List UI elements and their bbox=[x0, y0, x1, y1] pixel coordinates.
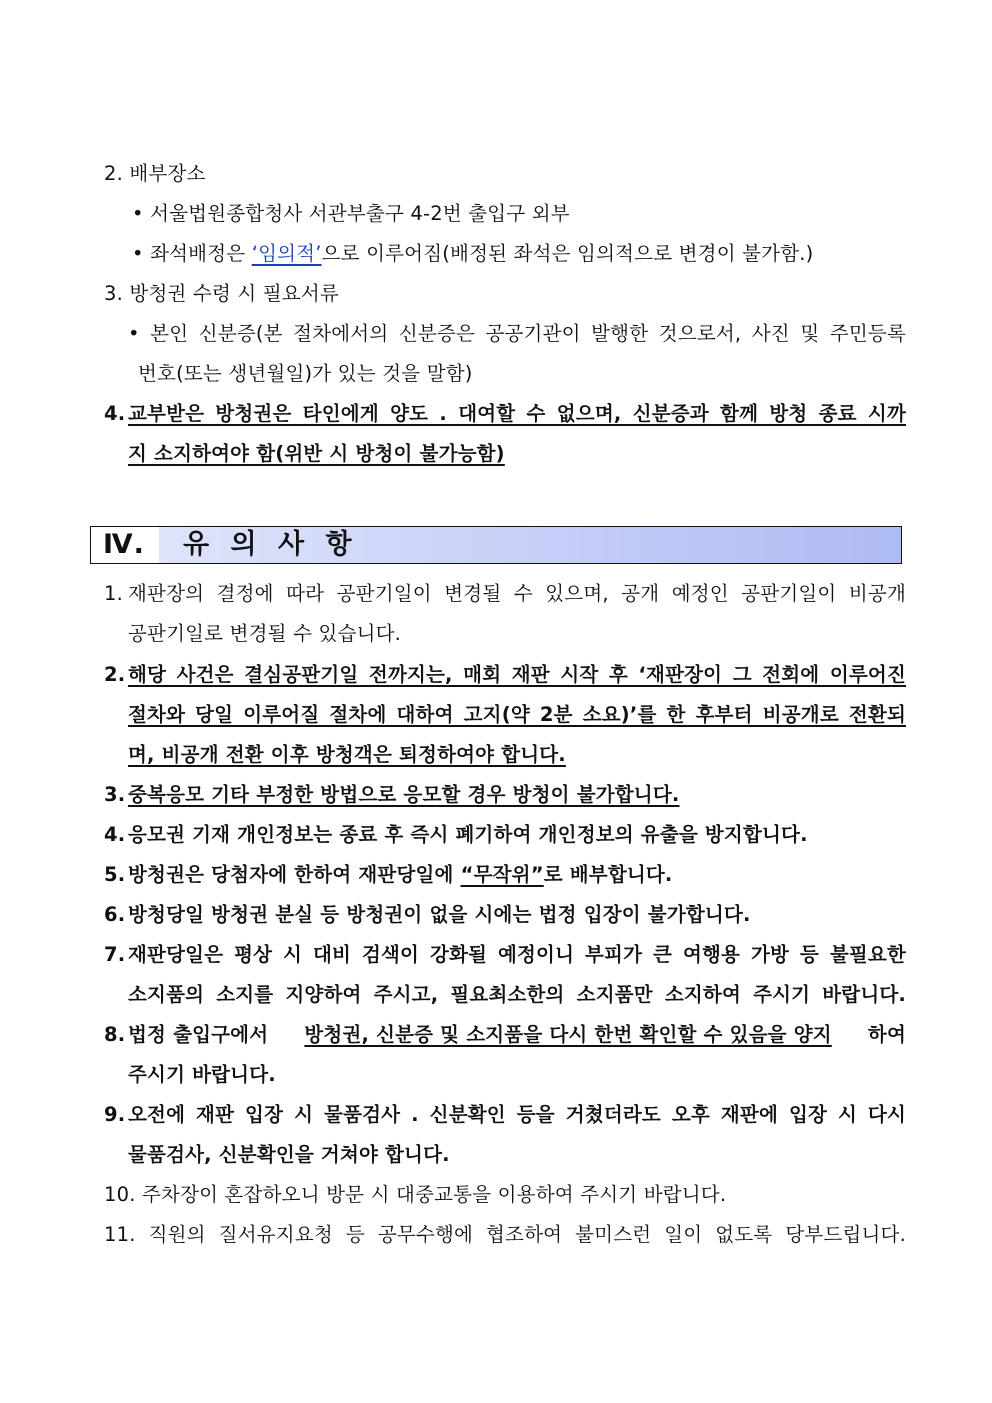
note-10: 10. 주차장이 혼잡하오니 방문 시 대중교통을 이용하여 주시기 바랍니다. bbox=[104, 1183, 727, 1206]
note-11: 11. 직원의 질서유지요청 등 공무수행에 협조하여 불미스런 일이 없도록 당부드립니다. bbox=[104, 1223, 906, 1246]
note-7-line2: 소지품의 소지를 지양하여 주시고, 필요최소한의 소지품만 소지하여 주시기 바랍니다. bbox=[128, 983, 906, 1006]
note-1-number: 1. bbox=[104, 582, 124, 605]
distribution-bullet-location: • 서울법원종합청사 서관부출구 4-2번 출입구 외부 bbox=[132, 202, 570, 225]
distribution-bullet-seating bbox=[132, 240, 813, 268]
note-5-text-post: 로 배부합니다. bbox=[543, 863, 673, 886]
documents-bullet-line1: • 본인 신분증(본 절차에서의 신분증은 공공기관이 발행한 것으로서, 사진 및 주민등록 bbox=[128, 322, 906, 345]
note-9-number: 9. bbox=[104, 1103, 126, 1126]
distribution-heading: 2. 배부장소 bbox=[104, 162, 206, 185]
note-1-line2: 공판기일로 변경될 수 있습니다. bbox=[128, 622, 402, 645]
note-2-number: 2. bbox=[104, 663, 126, 686]
note-3-line1: 중복응모 기타 부정한 방법으로 응모할 경우 방청이 불가합니다. bbox=[128, 783, 680, 806]
note-4-line1: 응모권 기재 개인정보는 종료 후 즉시 폐기하여 개인정보의 유출을 방지합니다. bbox=[128, 823, 808, 846]
section-header bbox=[90, 526, 902, 564]
note-8-text-pre: 법정 출입구에서 bbox=[128, 1023, 269, 1046]
seating-text-pre: • 좌석배정은 bbox=[132, 242, 252, 265]
note-9-line1: 오전에 재판 입장 시 물품검사 . 신분확인 등을 거쳤더라도 오후 재판에 입장 시 다시 bbox=[128, 1103, 906, 1126]
note-7-number: 7. bbox=[104, 943, 126, 966]
note-7-line1: 재판당일은 평상 시 대비 검색이 강화될 예정이니 부피가 큰 여행용 가방 등 불필요한 bbox=[128, 943, 906, 966]
seating-text-post: 으로 이루어짐(배정된 좌석은 임의적으로 변경이 불가함.) bbox=[321, 242, 814, 265]
note-8-number: 8. bbox=[104, 1023, 126, 1046]
note-5-text-pre: 방청권은 당첨자에 한하여 재판당일에 bbox=[128, 863, 461, 886]
note-9-line2: 물품검사, 신분확인을 거쳐야 합니다. bbox=[128, 1143, 450, 1166]
note-8-emphasis: 방청권, 신분증 및 소지품을 다시 한번 확인할 수 있음을 양지 bbox=[304, 1023, 832, 1046]
transfer-number: 4. bbox=[104, 402, 126, 425]
note-2-line2: 절차와 당일 이루어질 절차에 대하여 고지(약 2분 소요)’를 한 후부터 비공개로 전환되 bbox=[128, 703, 906, 726]
transfer-line2: 지 소지하여야 함(위반 시 방청이 불가능함) bbox=[128, 442, 505, 465]
note-1-line1: 재판장의 결정에 따라 공판기일이 변경될 수 있으며, 공개 예정인 공판기일이 비공개 bbox=[128, 582, 906, 605]
note-5-line1 bbox=[128, 861, 673, 889]
note-8-line2: 주시기 바랍니다. bbox=[128, 1063, 276, 1086]
seating-emphasis: ‘임의적’ bbox=[251, 242, 322, 265]
note-3-number: 3. bbox=[104, 783, 126, 806]
note-8-text-post: 하여 bbox=[867, 1023, 906, 1046]
section-title: 유 의 사 항 bbox=[183, 529, 358, 560]
transfer-line1: 교부받은 방청권은 타인에게 양도 . 대여할 수 없으며, 신분증과 함께 방청 종료 시까 bbox=[128, 402, 906, 425]
note-6-number: 6. bbox=[104, 903, 126, 926]
note-5-emphasis: “무작위” bbox=[460, 863, 544, 886]
section-numeral: Ⅳ. bbox=[103, 529, 145, 560]
note-2-line1: 해당 사건은 결심공판기일 전까지는, 매회 재판 시작 후 ‘재판장이 그 전회에 이루어진 bbox=[128, 663, 906, 686]
note-6-line1: 방청당일 방청권 분실 등 방청권이 없을 시에는 법정 입장이 불가합니다. bbox=[128, 903, 751, 926]
note-2-line3: 며, 비공개 전환 이후 방청객은 퇴정하여야 합니다. bbox=[128, 743, 566, 766]
note-8-line1 bbox=[128, 1021, 906, 1049]
note-5-number: 5. bbox=[104, 863, 126, 886]
documents-bullet-line2: 번호(또는 생년월일)가 있는 것을 말함) bbox=[138, 362, 473, 385]
note-4-number: 4. bbox=[104, 823, 126, 846]
documents-heading: 3. 방청권 수령 시 필요서류 bbox=[104, 282, 339, 305]
